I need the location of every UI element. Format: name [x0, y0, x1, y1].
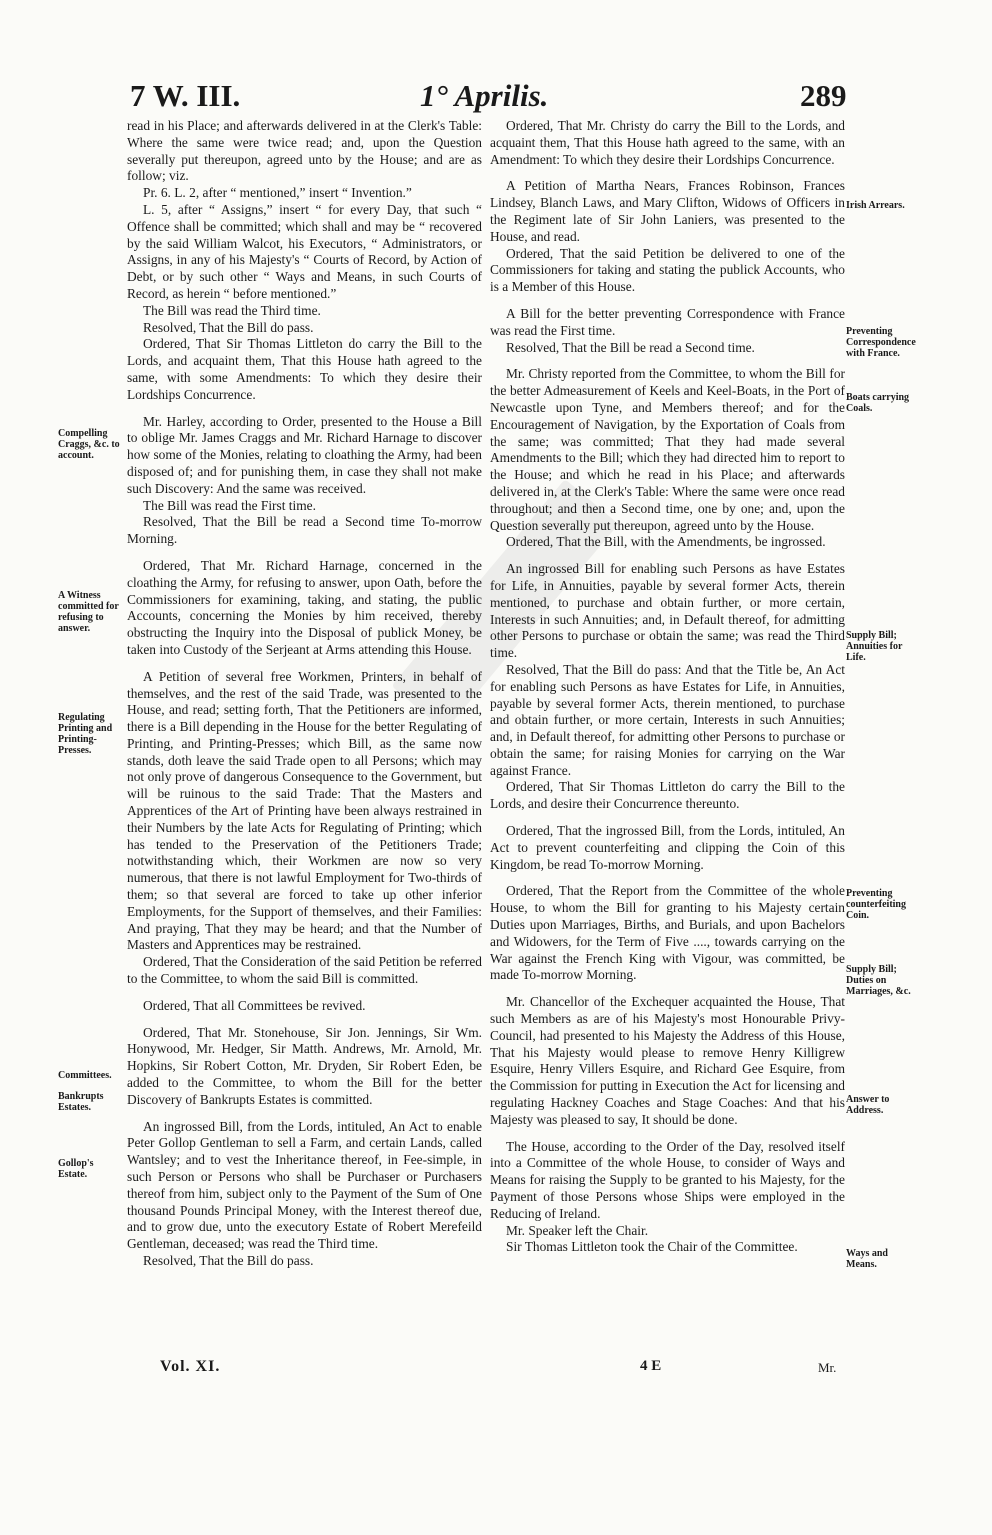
paragraph: Ordered, That Sir Thomas Littleton do carry the Bill to the Lords, and desire their Concurrence thereunto.	[490, 779, 845, 812]
paragraph: Ordered, That Mr. Richard Harnage, concerned in the cloathing the Army, for refusing to answer, upon Oath, before the Commissioners for examining, taking, and stating, the public Accounts, concerning the Monies by him received, thereby obstructing the Inquiry into the Disposal of publick Money, be taken into Custody of the Serjeant at Arms attending this House.	[127, 557, 482, 657]
paragraph: A Petition of Martha Nears, Frances Robinson, Frances Lindsey, Blanch Laws, and Mary Clifton, Widows of Officers in the Regiment late of Sir John Laniers, was presented to the House, and read.	[490, 178, 845, 244]
margin-note: Bankrupts Estates.	[58, 1091, 104, 1113]
section-gap	[127, 1015, 482, 1025]
page-date: 1° Aprilis.	[420, 78, 549, 113]
section-gap	[490, 813, 845, 823]
paragraph: Mr. Chancellor of the Exchequer acquainted the House, That such Members as are of his Majesty's most Honourable Privy-Council, had presented to his Majesty the Address of this House, That his Majesty would please to remove Henry Killigrew Esquire, Henry Villers Esquire, and Richard Gee Esquire, from the Commission for putting in Execution the Act for licensing and regulating Hackney Coaches and Stage Coaches: And that his Majesty was pleased to say, It should be done.	[490, 994, 845, 1127]
paragraph: Sir Thomas Littleton took the Chair of the Committee.	[506, 1239, 798, 1255]
regnal-year: 7 W. III.	[130, 78, 241, 113]
margin-note: Compelling Craggs, &c. to account.	[58, 428, 120, 461]
section-gap	[127, 659, 482, 669]
paragraph: Resolved, That the Bill be read a Second time To-morrow Morning.	[127, 514, 482, 547]
paragraph: Resolved, That the Bill do pass.	[143, 319, 314, 335]
margin-note: Boats carrying Coals.	[846, 392, 910, 414]
margin-note: Irish Arrears.	[846, 200, 905, 211]
paragraph: Ordered, That all Committees be revived.	[143, 997, 366, 1013]
section-gap	[490, 296, 845, 306]
section-gap	[127, 404, 482, 414]
section-gap	[490, 356, 845, 366]
margin-note: Supply Bill; Duties on Marriages, &c.	[846, 964, 911, 997]
margin-note: Answer to Address.	[846, 1094, 890, 1116]
catchword: Mr.	[818, 1360, 837, 1375]
paragraph: The Bill was read the Third time.	[143, 302, 321, 318]
margin-note: Supply Bill; Annuities for Life.	[846, 630, 903, 663]
section-gap	[490, 168, 845, 178]
section-gap	[127, 548, 482, 558]
margin-note: Preventing counterfeiting Coin.	[846, 888, 906, 921]
margin-note: Ways and Means.	[846, 1248, 888, 1270]
volume-label: Vol. XI.	[160, 1358, 221, 1375]
paragraph: Ordered, That Mr. Christy do carry the Bill to the Lords, and acquaint them, That this House hath agreed to the same, with an Amendment: To which they desire their Lordships Concurrence.	[490, 118, 845, 167]
paragraph: Ordered, That the Report from the Committee of the whole House, to whom the Bill for granting to his Majesty certain Duties upon Marriages, Births, and Burials, and upon Bachelors and Widowers, for the Term of Five ...., towards carrying on the War against the French King with Vigour, was committed, be made To-morrow Morning.	[490, 883, 845, 983]
section-gap	[127, 988, 482, 998]
paragraph: Ordered, That Mr. Stonehouse, Sir Jon. Jennings, Sir Wm. Honywood, Mr. Hedger, Sir Matth. Andrews, Mr. Arnold, Mr. Hopkins, Sir Robert Cotton, Mr. Dryden, Sir Robert Eden, be added to the Committee, to whom the Bill for the better Discovery of Bankrupts Estates is committed.	[127, 1024, 482, 1107]
paragraph: Ordered, That the Consideration of the said Petition be referred to the Committee, to whom the said Bill is committed.	[127, 954, 482, 987]
paragraph: Pr. 6. L. 2, after “ mentioned,” insert “ Invention.”	[143, 185, 412, 201]
paragraph: Resolved, That the Bill do pass.	[143, 1253, 314, 1268]
section-gap	[490, 1129, 845, 1139]
signature-mark: 4 E	[640, 1358, 662, 1374]
paragraph: Resolved, That the Bill do pass: And that the Title be, An Act for enabling such Persons as have Estates for Life, in Annuities, payable by several former Acts, therein mentioned, to purchase and obtain further, or more certain, Interests in such Annuities; and, in Default thereof, for admitting other Persons to purchase or obtain the same; for raising Monies for carrying on the War against France.	[490, 661, 845, 778]
paragraph: The Bill was read the First time.	[143, 497, 316, 513]
margin-note: Regulating Printing and Printing-Presses.	[58, 712, 113, 756]
paragraph: A Bill for the better preventing Correspondence with France was read the First time.	[490, 305, 845, 338]
left-column	[127, 118, 482, 1270]
right-column	[490, 118, 845, 1256]
paragraph: Resolved, That the Bill be read a Second time.	[506, 339, 755, 355]
margin-note: Gollop's Estate.	[58, 1158, 94, 1180]
paragraph: Ordered, That the Bill, with the Amendments, be ingrossed.	[506, 534, 826, 550]
margin-note: A Witness committed for refusing to answer.	[58, 590, 119, 634]
page-header	[0, 78, 992, 122]
page-number: 289	[800, 78, 847, 113]
paragraph: read in his Place; and afterwards delivered in at the Clerk's Table: Where the same were twice read; and, upon the Question severally put thereupon, agreed unto by the House; and are as follow; viz.	[127, 118, 482, 184]
section-gap	[490, 984, 845, 994]
paragraph: Ordered, That the ingrossed Bill, from the Lords, intituled, An Act to prevent counterfeiting and clipping the Coin of this Kingdom, be read To-morrow Morning.	[490, 823, 845, 872]
margin-note: Preventing Correspondence with France.	[846, 326, 916, 359]
paragraph: Mr. Christy reported from the Committee, to whom the Bill for the better Admeasurement of Keels and Keel-Boats, in the Port of Newcastle upon Tyne, and Members thereof; and for the Encouragement of Navigation, by the Exportation of Coals from the same; was committed; That they had made several Amendments to the Bill; which they had directed him to report to the House; and which he read in his Place; and afterwards delivered in, at the Clerk's Table: Where the same were once read throughout; and then a Second time, one by one; and, upon the Question severally put thereupon, agreed unto by the House.	[490, 366, 845, 533]
paragraph: Ordered, That Sir Thomas Littleton do carry the Bill to the Lords, and acquaint them, That this House hath agreed to the same, with some Amendments: To which they desire their Lordships Concurrence.	[127, 336, 482, 402]
section-gap	[127, 1109, 482, 1119]
paragraph: An ingrossed Bill, from the Lords, intituled, An Act to enable Peter Gollop Gentleman to sell a Farm, and certain Lands, called Wantsley; and to vest the Inheritance thereof, in Fee-simple, in such Person or Persons who shall be Purchaser or Purchasers thereof from him, subject only to the Payment of the Sum of One thousand Pounds Principal Money, with the Interest thereof due, and to grow due, unto the executory Estate of Robert Merefeild Gentleman, deceased; was read the Third time.	[127, 1118, 482, 1252]
paragraph: A Petition of several free Workmen, Printers, in behalf of themselves, and the rest of the said Trade, was presented to the House, and read; setting forth, That the Petitioners are informed, there is a Bill depending in the House for the better Regulating of Printing, and Printing-Presses; which Bill, as the same now stands, doth leave the said Trade open to all Persons; which may not only prove of dangerous Consequence to the Government, but will be ruinous to the said Trade: That the Masters and Apprentices of the Art of Printing have been always restrained in their Numbers by the late Acts for Regulating of Printing; which has tended to the Preservation of the Petitioners Trade; notwithstanding which, their Workmen are now so very numerous, that there is not lawful Employment for Two-thirds of them; so that several are forced to take up other inferior Employments, for the Support of themselves, and their Families: And praying, That they may be heard; and that the Number of Masters and Apprentices may be restrained.	[127, 668, 482, 953]
paragraph: Ordered, That the said Petition be delivered to one of the Commissioners for taking and stating the publick Accounts, who is a Member of this House.	[490, 245, 845, 295]
paragraph: L. 5, after “ Assigns,” insert “ for every Day, that such “ Offence shall be committed; which shall and may be “ recovered by the said William Walcot, his Executors, “ Administrators, or Assigns, in any of his Majesty's “ Courts of Record, by Action of Debt, or by such other “ Ways and Means, in such Courts of Record, as herein “ before mentioned.”	[127, 201, 482, 301]
section-gap	[490, 873, 845, 883]
paragraph: Mr. Harley, according to Order, presented to the House a Bill to oblige Mr. James Craggs and Mr. Richard Harnage to discover how some of the Monies, relating to cloathing the Army, had been disposed of; and for punishing them, in case they shall not make such Discovery: And the same was received.	[127, 413, 482, 496]
paragraph: Mr. Speaker left the Chair.	[506, 1222, 649, 1238]
margin-note: Committees.	[58, 1070, 112, 1081]
paragraph: The House, according to the Order of the Day, resolved itself into a Committee of the whole House, to consider of Ways and Means for raising the Supply to be granted to his Majesty, for the Payment of those Persons whose Ships were employed in the Reducing of Ireland.	[490, 1138, 845, 1221]
section-gap	[490, 551, 845, 561]
paragraph: An ingrossed Bill for enabling such Persons as have Estates for Life, in Annuities, payable by several former Acts, therein mentioned, to purchase and obtain further, or more certain, Interests in such Annuities; and, in Default thereof, for admitting other Persons to purchase or obtain the same; was read the Third time.	[490, 561, 845, 661]
